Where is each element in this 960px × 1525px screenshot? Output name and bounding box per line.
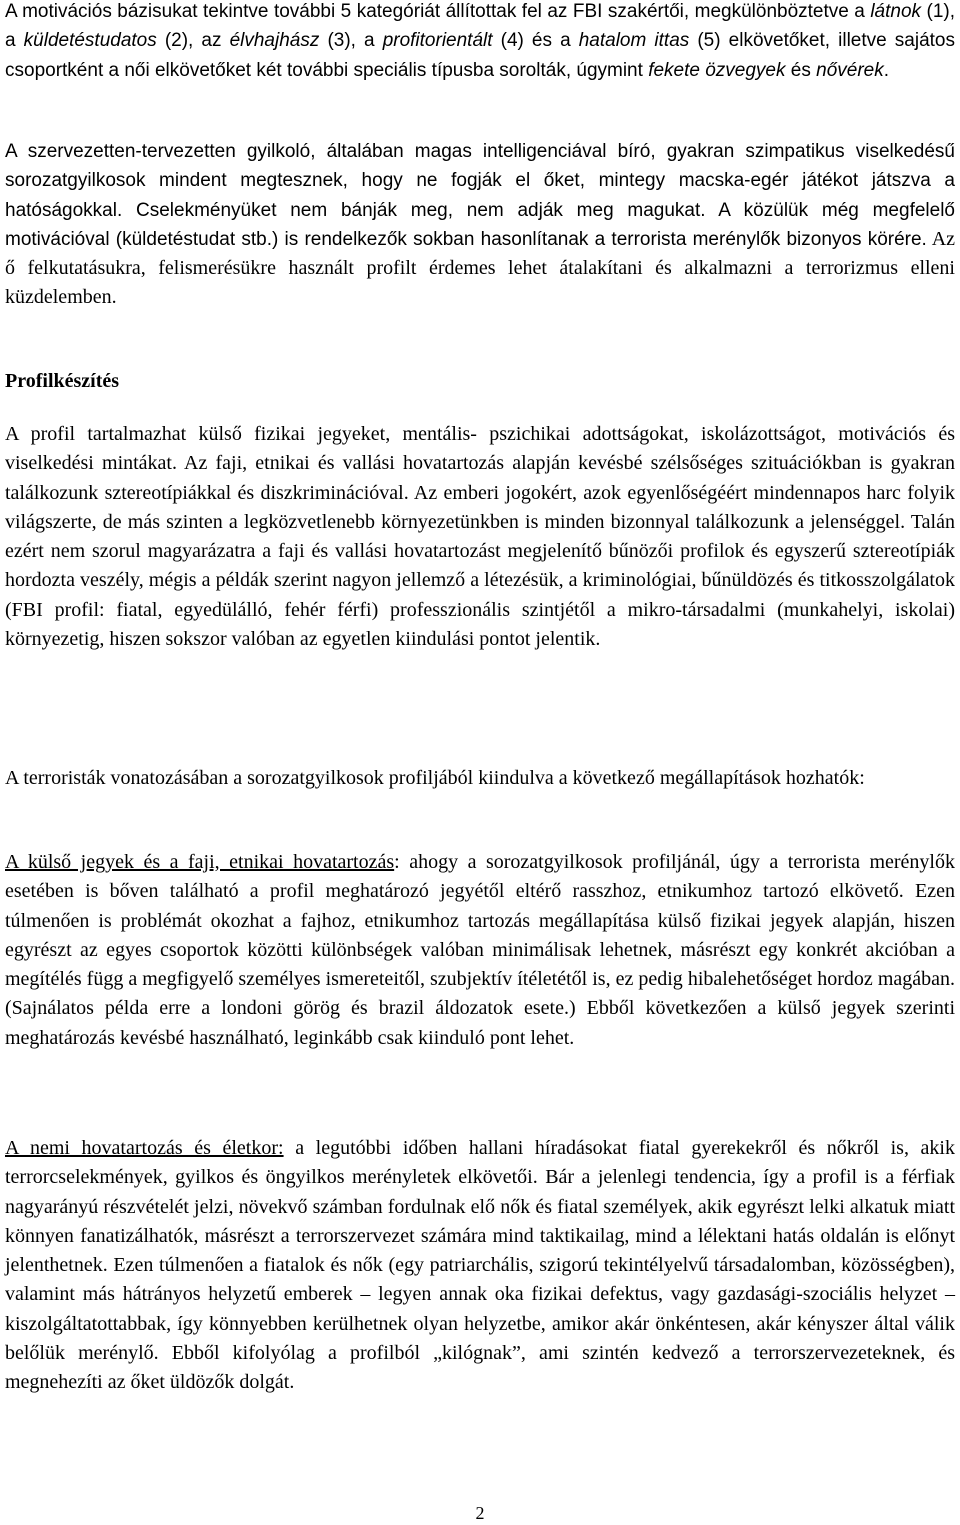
paragraph-motivation-categories: A motivációs bázisukat tekintve további 5 kategóriát állítottak fel az FBI szakértői, megkülönböztetve a látnok (1), a küldetéstudatos (2), az élvhajhász (3), a profitorientált (4) és a hatalom ittas (5) elkövetőket, illetve sajátos csoportként a női elkövetőket két további speciális típusba sorolták, úgymint fekete özvegyek és nővérek. [5, 1, 955, 81]
paragraph-conclusions-intro: A terroristák vonatozásában a sorozatgyilkosok profiljából kiindulva a következő megállapítások hozhatók: [5, 767, 865, 789]
paragraph-gender-age: A nemi hovatartozás és életkor: a legutóbbi időben hallani híradásokat fiatal gyerekekről és nőkről is, akik terrorcselekmények, gyilkos és öngyilkos merényletek elkövetői. Bár a jelenlegi tendencia, így a profil is a férfiak nagyarányú részvételét jelzi, növekvő számban fordulnak elő nők és fiatal személyek, akik egyrészt lelki alkatuk miatt könnyen fanatizálhatók, másrészt a terrorszervezet számára mind taktikailag, mind a lélektani hatás oldalán is előnyt jelenthetnek. Ezen túlmenően a fiatalok és nők (egy patriarchális, szigorú tekintélyelvű társadalomban, közösségben), valamint más hátrányos helyzetű emberek – legyen annak oka fizikai defektus, vagy gazdasági-szociális helyzet – kiszolgáltatottabbak, így könnyebben kerülhetnek olyan helyzetbe, amikor akár önkéntesen, akár kényszer által válik belőlük merénylő. Ebből kifolyólag a profilból „kilógnak”, ami szintén kedvező a terrorszervezeteknek, és megnehezíti az őket üldözők dolgát. [5, 1137, 955, 1394]
paragraph-external-features: A külső jegyek és a faji, etnikai hovatartozás: ahogy a sorozatgyilkosok profiljánál, úgy a terrorista merénylők esetében is bőven található a profil meghatározó jegyétől eltérő rasszhoz, etnikumhoz tartozó elkövető. Ezen túlmenően is problémát okozhat a fajhoz, etnikumhoz tartozás megállapítása külső fizikai jegyek alapján, hiszen egyrészt az egyes csoportok közötti különbségek valóban minimálisak lehetnek, másrészt egy konkrét akcióban a megítélés függ a megfigyelő személyes ismereteitől, szubjektív ítéletétől is, ez pedig hibalehetőséget hordoz magában. (Sajnálatos példa erre a londoni görög és brazil áldozatok esete.) Ebből következően a külső jegyek szerinti meghatározás kevésbé használható, leginkább csak kiinduló pont lehet. [5, 851, 955, 1049]
section-heading-profiling: Profilkészítés [5, 370, 120, 392]
paragraph-profile-content: A profil tartalmazhat külső fizikai jegyeket, mentális- pszichikai adottságokat, iskolázottságot, motivációs és viselkedési mintákat. Az faji, etnikai és vallási hovatartozás alapján kevésbé szélsőséges szituációkban is gyakran találkozunk sztereotípiákkal és diszkriminációval. Az emberi jogokért, azok egyenlőségéért mindennapos harc folyik világszerte, de más szinten a legközvetlenebb környezetünkben is minden bizonnyal találkozunk a jelenséggel. Talán ezért nem szorul magyarázatra a faji és vallási hovatartozást megjelenítő bűnözői profilok és egyszerű sztereotípiák hordozta veszély, mégis a példák szerint nagyon jellemző a létezésük, a kriminológiai, bűnüldözés és titkosszolgálatok (FBI profil: fiatal, egyedülálló, fehér férfi) professzionális szintjétől a mikro-társadalmi (munkahelyi, iskolai) környezetig, hiszen sokszor valóban az egyetlen kiindulási pontot jelentik. [5, 423, 955, 651]
underlined-label-external-features: A külső jegyek és a faji, etnikai hovatartozás [5, 851, 395, 873]
page-number: 2 [475, 1503, 485, 1523]
underlined-label-gender-age: A nemi hovatartozás és életkor: [5, 1137, 284, 1159]
paragraph-organized-killers: A szervezetten-tervezetten gyilkoló, általában magas intelligenciával bíró, gyakran szimpatikus viselkedésű sorozatgyilkosok mindent megtesznek, hogy ne fogják el őket, mintegy macska-egér játékot játszva a hatóságokkal. Cselekményüket nem bánják meg, nem adják meg magukat. A közülük még megfelelő motivációval (küldetéstudat stb.) is rendelkezők sokban hasonlítanak a terrorista merénylők bizonyos körére. Az ő felkutatásukra, felismerésükre használt profilt érdemes lehet átalakítani és alkalmazni a terrorizmus elleni küzdelemben. [5, 141, 956, 309]
